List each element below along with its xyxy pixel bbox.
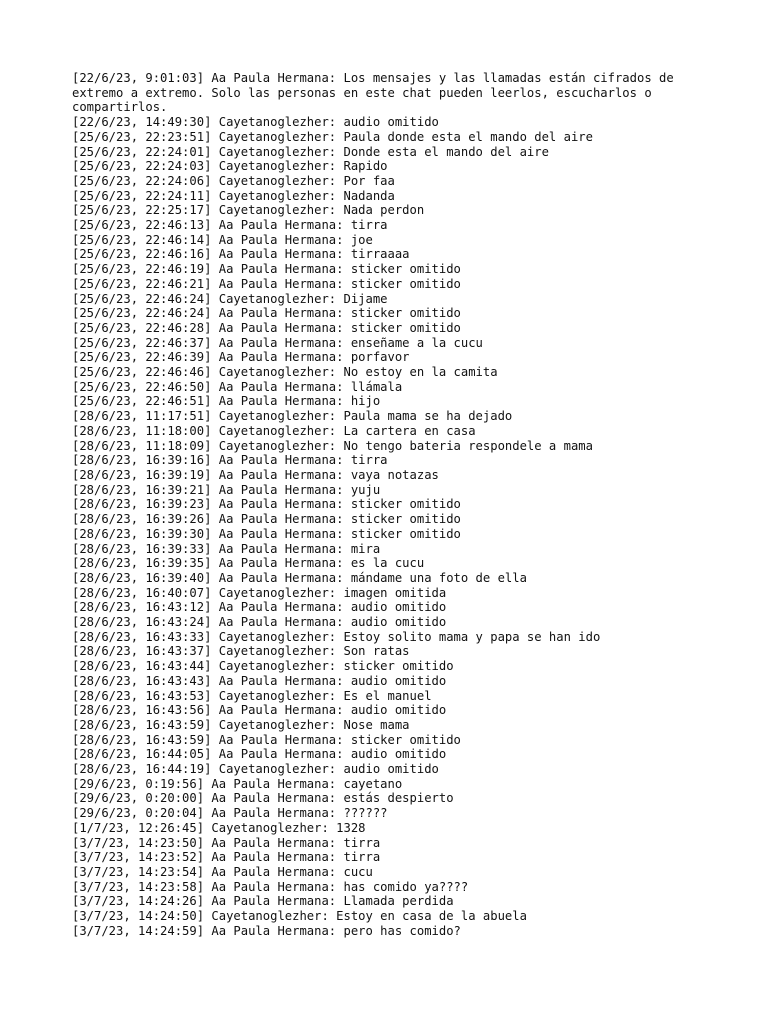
message-line: [28/6/23, 16:39:26] Aa Paula Hermana: sticker omitido [72, 512, 461, 527]
message-line: [25/6/23, 22:46:14] Aa Paula Hermana: joe [72, 232, 373, 247]
message-line: [28/6/23, 11:18:00] Cayetanoglezher: La cartera en casa [72, 423, 476, 438]
message-line: [25/6/23, 22:46:28] Aa Paula Hermana: sticker omitido [72, 320, 461, 335]
message-line: [25/6/23, 22:46:16] Aa Paula Hermana: tirraaaa [72, 247, 410, 262]
message-line: [28/6/23, 16:43:43] Aa Paula Hermana: audio omitido [72, 673, 447, 688]
message-line: [25/6/23, 22:46:46] Cayetanoglezher: No estoy en la camita [72, 365, 498, 380]
message-line: [28/6/23, 16:43:59] Cayetanoglezher: Nose mama [72, 717, 410, 732]
encryption-notice-line: extremo a extremo. Solo las personas en este chat pueden leerlos, escucharlos o [72, 85, 652, 100]
message-line: [28/6/23, 16:39:35] Aa Paula Hermana: es la cucu [72, 556, 425, 571]
message-line: [1/7/23, 12:26:45] Cayetanoglezher: 1328 [72, 820, 366, 835]
message-line: [28/6/23, 16:39:21] Aa Paula Hermana: yuju [72, 482, 381, 497]
message-line: [28/6/23, 11:18:09] Cayetanoglezher: No tengo bateria respondele a mama [72, 438, 593, 453]
message-line: [3/7/23, 14:23:58] Aa Paula Hermana: has comido ya???? [72, 879, 469, 894]
message-line: [29/6/23, 0:20:04] Aa Paula Hermana: ?????? [72, 806, 388, 821]
message-line: [28/6/23, 16:44:19] Cayetanoglezher: audio omitido [72, 762, 439, 777]
encryption-notice-line: [22/6/23, 9:01:03] Aa Paula Hermana: Los mensajes y las llamadas están cifrados de [72, 71, 674, 85]
message-line: [28/6/23, 16:43:37] Cayetanoglezher: Son ratas [72, 644, 410, 659]
message-line: [25/6/23, 22:23:51] Cayetanoglezher: Paula donde esta el mando del aire [72, 129, 593, 144]
message-line: [25/6/23, 22:46:24] Aa Paula Hermana: sticker omitido [72, 306, 461, 321]
message-line: [22/6/23, 14:49:30] Cayetanoglezher: audio omitido [72, 115, 439, 130]
message-line: [25/6/23, 22:46:37] Aa Paula Hermana: enseñame a la cucu [72, 335, 483, 350]
message-line: [28/6/23, 16:43:33] Cayetanoglezher: Estoy solito mama y papa se han ido [72, 629, 601, 644]
message-line: [28/6/23, 16:39:23] Aa Paula Hermana: sticker omitido [72, 497, 461, 512]
message-line: [28/6/23, 16:43:12] Aa Paula Hermana: audio omitido [72, 600, 447, 615]
message-line: [25/6/23, 22:24:11] Cayetanoglezher: Nadanda [72, 188, 395, 203]
message-line: [28/6/23, 16:43:59] Aa Paula Hermana: sticker omitido [72, 732, 461, 747]
message-line: [25/6/23, 22:46:50] Aa Paula Hermana: llámala [72, 379, 403, 394]
encryption-notice-line: compartirlos. [72, 100, 168, 115]
message-line: [28/6/23, 16:39:30] Aa Paula Hermana: sticker omitido [72, 526, 461, 541]
message-line: [25/6/23, 22:46:13] Aa Paula Hermana: tirra [72, 218, 388, 233]
message-line: [25/6/23, 22:46:51] Aa Paula Hermana: hijo [72, 394, 381, 409]
message-line: [28/6/23, 16:39:40] Aa Paula Hermana: mándame una foto de ella [72, 570, 527, 585]
message-line: [3/7/23, 14:24:59] Aa Paula Hermana: pero has comido? [72, 923, 461, 938]
message-line: [3/7/23, 14:23:52] Aa Paula Hermana: tirra [72, 850, 381, 865]
message-line: [28/6/23, 16:39:16] Aa Paula Hermana: tirra [72, 453, 388, 468]
message-line: [28/6/23, 16:39:33] Aa Paula Hermana: mira [72, 541, 381, 556]
message-line: [28/6/23, 16:39:19] Aa Paula Hermana: vaya notazas [72, 467, 439, 482]
message-line: [29/6/23, 0:20:00] Aa Paula Hermana: estás despierto [72, 791, 454, 806]
message-line: [3/7/23, 14:24:50] Cayetanoglezher: Estoy en casa de la abuela [72, 909, 527, 924]
message-line: [25/6/23, 22:24:01] Cayetanoglezher: Donde esta el mando del aire [72, 144, 549, 159]
message-line: [28/6/23, 16:44:05] Aa Paula Hermana: audio omitido [72, 747, 447, 762]
message-line: [3/7/23, 14:23:54] Aa Paula Hermana: cucu [72, 864, 373, 879]
message-line: [3/7/23, 14:23:50] Aa Paula Hermana: tirra [72, 835, 381, 850]
message-line: [25/6/23, 22:46:24] Cayetanoglezher: Dijame [72, 291, 388, 306]
message-line: [25/6/23, 22:46:39] Aa Paula Hermana: porfavor [72, 350, 410, 365]
message-line: [25/6/23, 22:46:21] Aa Paula Hermana: sticker omitido [72, 276, 461, 291]
chat-transcript [72, 71, 702, 938]
message-line: [28/6/23, 16:43:56] Aa Paula Hermana: audio omitido [72, 703, 447, 718]
message-line: [25/6/23, 22:46:19] Aa Paula Hermana: sticker omitido [72, 262, 461, 277]
message-line: [28/6/23, 16:43:24] Aa Paula Hermana: audio omitido [72, 615, 447, 630]
message-line: [25/6/23, 22:25:17] Cayetanoglezher: Nada perdon [72, 203, 425, 218]
message-line: [25/6/23, 22:24:03] Cayetanoglezher: Rapido [72, 159, 388, 174]
message-line: [29/6/23, 0:19:56] Aa Paula Hermana: cayetano [72, 776, 403, 791]
message-line: [28/6/23, 16:43:53] Cayetanoglezher: Es el manuel [72, 688, 432, 703]
message-line: [25/6/23, 22:24:06] Cayetanoglezher: Por faa [72, 173, 395, 188]
message-line: [3/7/23, 14:24:26] Aa Paula Hermana: Llamada perdida [72, 894, 454, 909]
message-line: [28/6/23, 16:43:44] Cayetanoglezher: sticker omitido [72, 659, 454, 674]
message-line: [28/6/23, 16:40:07] Cayetanoglezher: imagen omitida [72, 585, 447, 600]
message-line: [28/6/23, 11:17:51] Cayetanoglezher: Paula mama se ha dejado [72, 409, 513, 424]
